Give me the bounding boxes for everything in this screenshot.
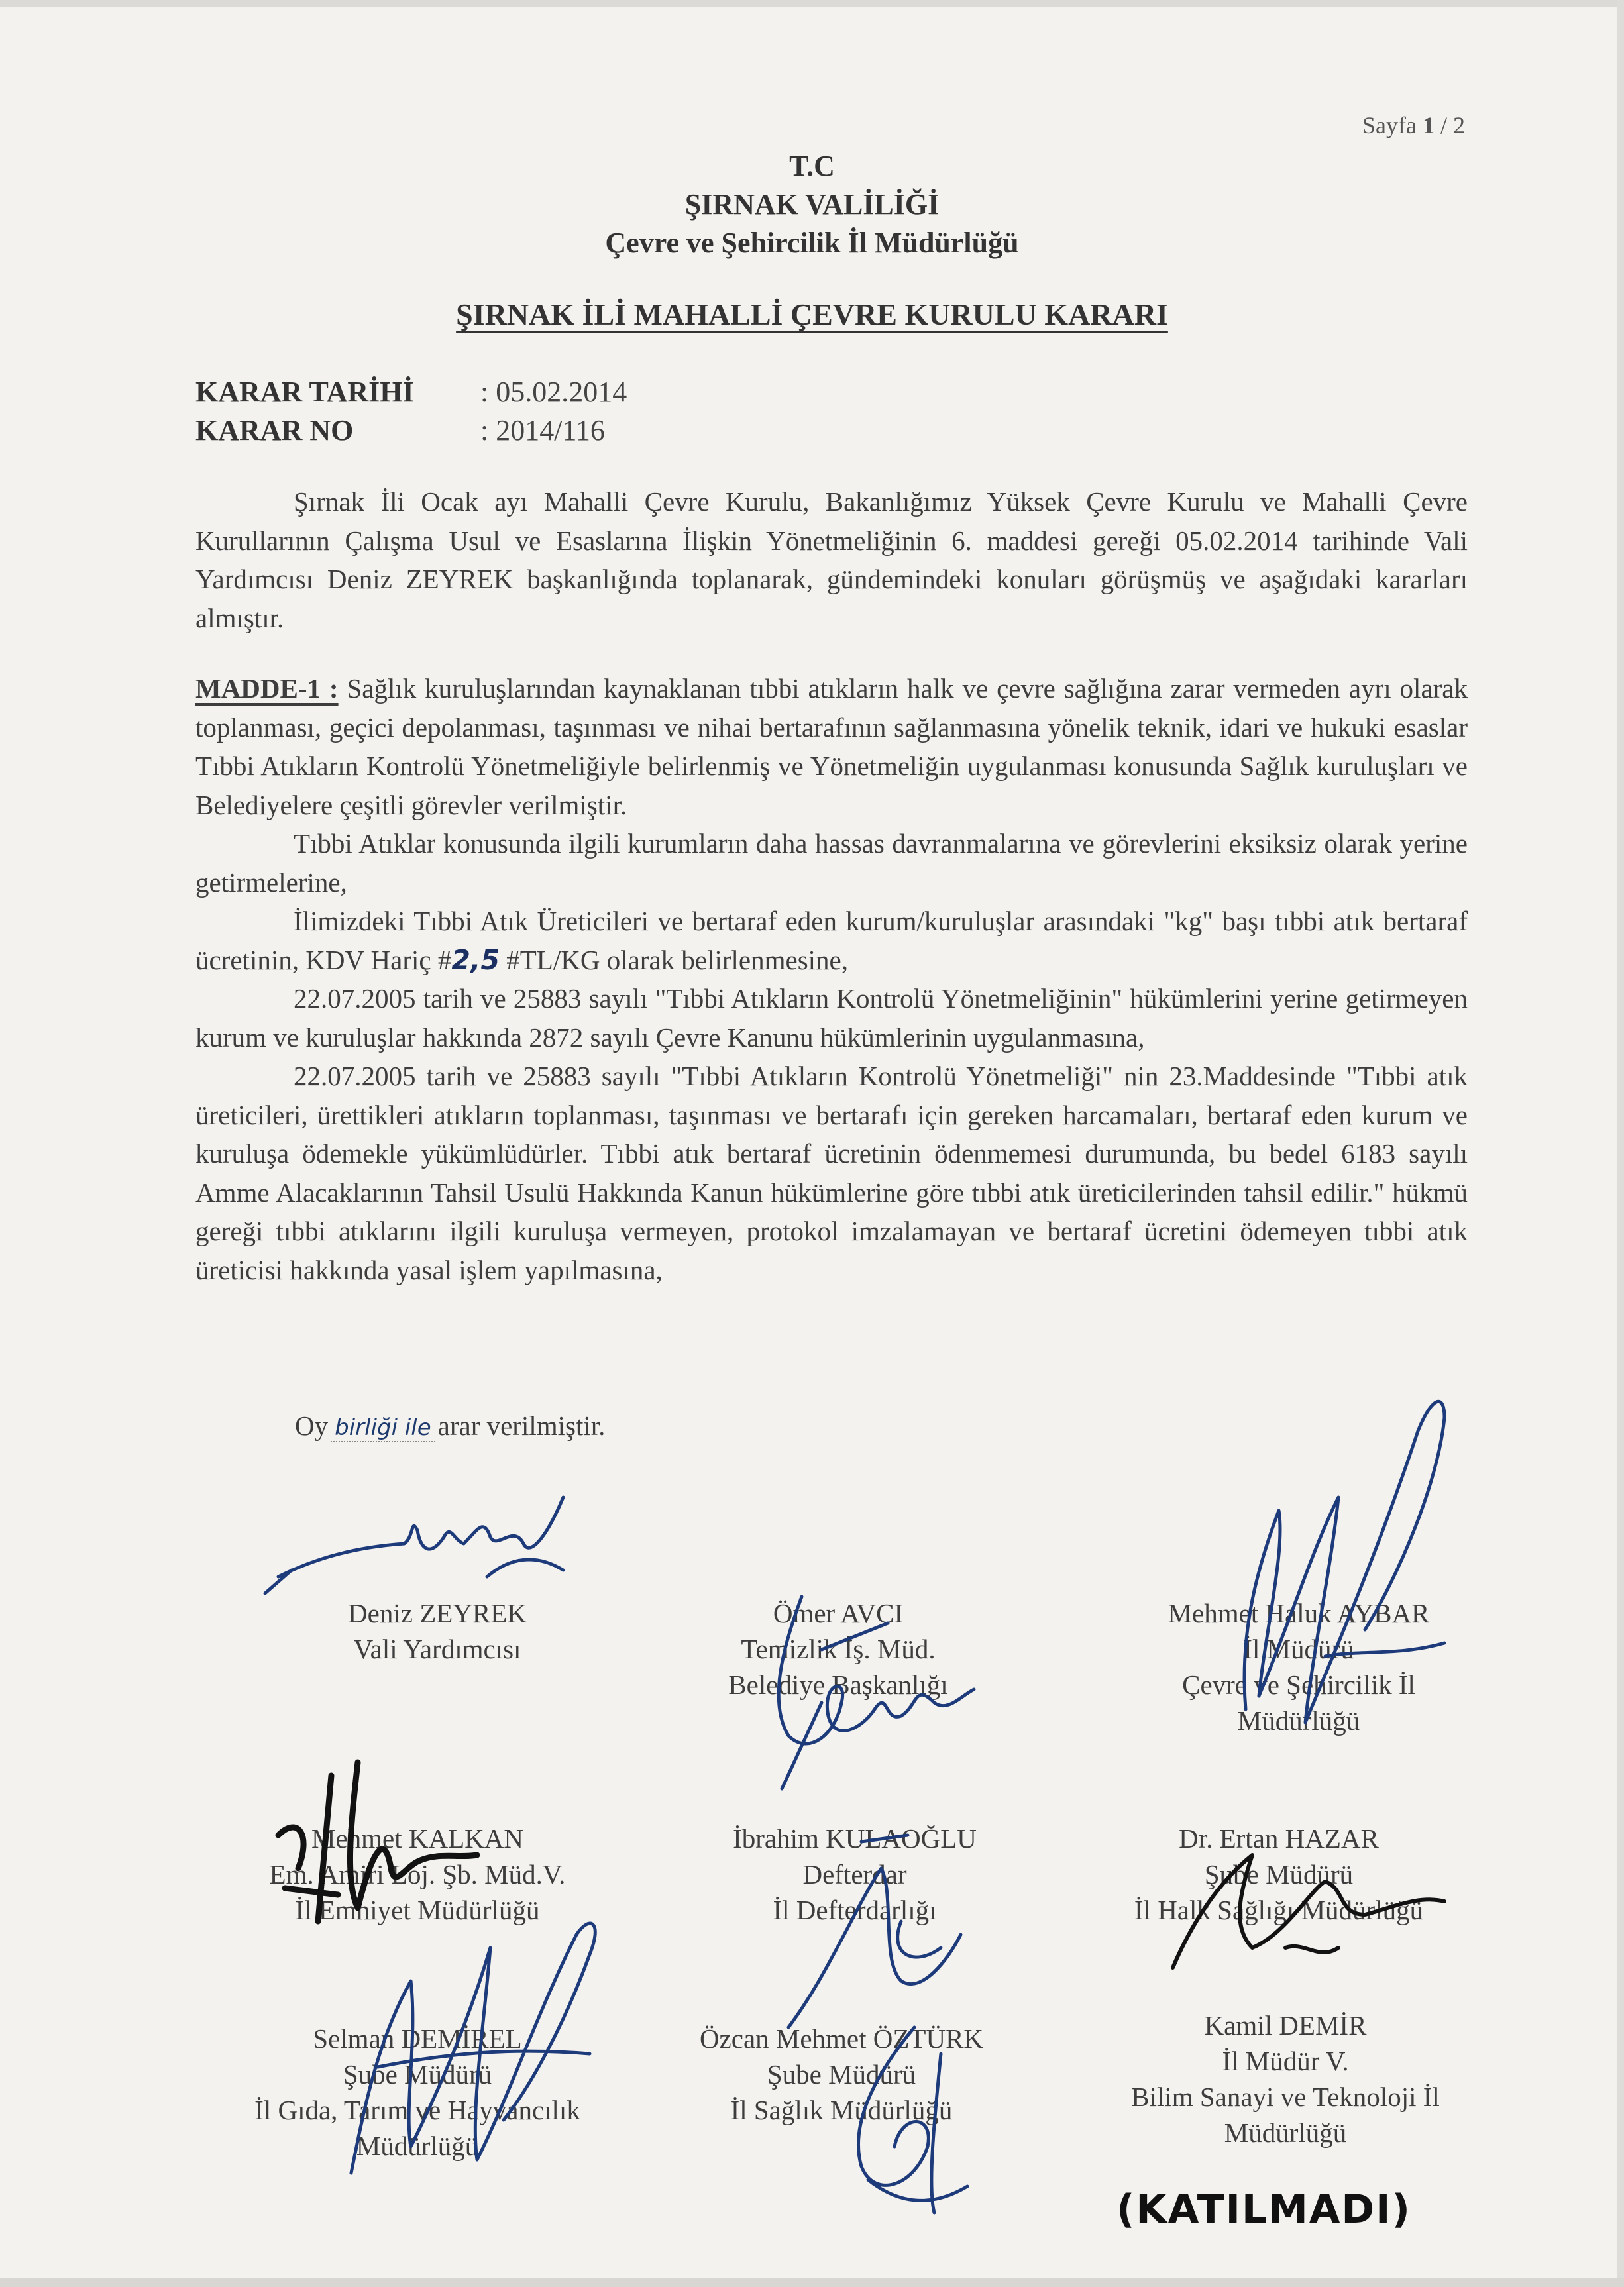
decision-no-value: : 2014/116 [480, 414, 605, 447]
handwritten-fee-value: 2,5 [451, 943, 500, 976]
signatory-name: Selman DEMİREL [313, 2023, 522, 2054]
signatory-title: Şube Müdürü [343, 2059, 492, 2090]
signatory-name: Mehmet KALKAN [311, 1823, 523, 1854]
page-total: 2 [1453, 112, 1465, 138]
signatory-org-2: Müdürlüğü [1237, 1705, 1360, 1736]
signatory-title: Vali Yardımcısı [353, 1634, 521, 1664]
intro-paragraph [195, 482, 1468, 637]
signatory-title: Em. Amiri Loj. Şb. Müd.V. [269, 1859, 566, 1889]
madde-1-p1 [195, 669, 1468, 824]
decision-no-row [195, 413, 605, 447]
signatory-org: İl Gıda, Tarım ve Hayvancılık [254, 2095, 580, 2125]
madde-p3-b: #TL/KG olarak belirlenmesine, [500, 944, 848, 975]
signatory-org: Bilim Sanayi ve Teknoloji İl [1131, 2082, 1440, 2112]
signatory-org-2: Müdürlüğü [356, 2131, 479, 2161]
madde-1-section [195, 669, 1468, 1289]
madde-label: MADDE-1 : [195, 673, 339, 704]
signature-zeyrek-icon [252, 1477, 596, 1610]
madde-1-p3 [195, 902, 1468, 979]
page-sep: / [1434, 112, 1453, 138]
document-title [0, 297, 1624, 332]
signatory-name: Dr. Ertan HAZAR [1179, 1823, 1379, 1854]
signatory-name: Mehmet Haluk AYBAR [1167, 1598, 1430, 1628]
madde-p3-a: İlimizdeki Tıbbi Atık Üreticileri ve bertaraf eden kurum/kuruluşlar arasındaki "kg" başı tıbbi atık bertaraf ücretinin, KDV Hariç # [195, 906, 1468, 975]
document-header [0, 147, 1624, 262]
signatory-name: İbrahim KULAOĞLU [733, 1823, 977, 1854]
signatory-org: Belediye Başkanlığı [728, 1670, 948, 1700]
page-top-edge [0, 0, 1624, 7]
signatory-title: Şube Müdürü [767, 2059, 916, 2090]
signatory-org: Çevre ve Şehircilik İl [1182, 1670, 1415, 1700]
vote-suffix: arar verilmiştir. [437, 1410, 606, 1441]
signatory-title: İl Müdürü [1243, 1634, 1354, 1664]
signatory-title: Temizlik İş. Müd. [741, 1634, 936, 1664]
signatory-org: İl Halk Sağlığı Müdürlüğü [1134, 1895, 1424, 1925]
signatory-name: Ömer AVCI [773, 1598, 904, 1628]
page-current: 1 [1422, 112, 1435, 138]
decision-date-row [195, 375, 627, 409]
madde-p1-text: Sağlık kuruluşlarından kaynaklanan tıbbi atıkların halk ve çevre sağlığına zarar vermeden ayrı olarak toplanması, geçici depolanması, taşınması ve nihai bertarafının sağlanmasına yönelik teknik, idari ve hukuki esaslar Tıbbi Atıkların Kontrolü Yönetmeliğiyle belirlenmiş ve Yönetmeliğin uygulanması konusunda Sağlık kuruluşları ve Belediyelere çeşitli görevler verilmiştir. [195, 673, 1468, 820]
signatory-2 [682, 1595, 994, 1703]
intro-text: Şırnak İli Ocak ayı Mahalli Çevre Kurulu, Bakanlığımız Yüksek Çevre Kurulu ve Mahalli Çevre Kurullarının Çalışma Usul ve Esaslarına İlişkin Yönetmeliğinin 6. maddesi gereği 05.02.2014 tarihinde Vali Yardımcısı Deniz ZEYREK başkanlığında toplanarak, gündemindeki konuları görüşmüş ve aşağıdaki kararları almıştır. [195, 486, 1468, 633]
madde-1-p5: 22.07.2005 tarih ve 25883 sayılı "Tıbbi Atıkların Kontrolü Yönetmeliği" nin 23.Maddesinde "Tıbbi atık üreticileri, ürettikleri atıkların toplanması, taşınması ve bertarafı için gereken harcamaları, bertaraf eden kurum ve kuruluşa ödemekle yükümlüdürler. Tıbbi atık bertaraf ücretinin ödenmemesi durumunda, bu bedel 6183 sayılı Amme Alacaklarının Tahsil Usulü Hakkında Kanun hükümlerine göre tıbbi atık üreticilerinden tahsil edilir." hükmü gereği tıbbi atıklarını ilgili kuruluşa vermeyen, protokol imzalamayan ve bertaraf ücretini ödemeyen tıbbi atık üreticisi hakkında yasal işlem yapılmasına, [195, 1061, 1468, 1285]
page-bottom-edge [0, 2278, 1624, 2287]
signatory-8 [656, 2021, 1027, 2128]
signatory-title: Şube Müdürü [1204, 1859, 1354, 1889]
signatory-4 [219, 1821, 616, 1928]
signatory-org-2: Müdürlüğü [1224, 2117, 1347, 2148]
signatory-6 [1093, 1821, 1464, 1928]
vote-line [295, 1410, 605, 1442]
header-line-2: ŞIRNAK VALİLİĞİ [684, 188, 940, 221]
signatory-9 [1080, 2007, 1491, 2151]
decision-date-label: KARAR TARİHİ [195, 376, 414, 408]
signatory-7 [199, 2021, 636, 2164]
signatory-name: Kamil DEMİR [1204, 2010, 1367, 2041]
signatory-name: Deniz ZEYREK [348, 1598, 527, 1628]
handwritten-katilmadi-note: (KATILMADI) [1116, 2186, 1411, 2233]
vote-prefix: Oy [295, 1410, 329, 1441]
signatory-5 [682, 1821, 1027, 1928]
madde-1-p4: 22.07.2005 tarih ve 25883 sayılı "Tıbbi Atıkların Kontrolü Yönetmeliğinin" hükümlerini yerine getirmeyen kurum ve kuruluşlar hakkında 2872 sayılı Çevre Kanunu hükümlerinin uygulanmasına, [195, 983, 1468, 1053]
signatory-org: İl Defterdarlığı [773, 1895, 937, 1925]
decision-no-label: KARAR NO [195, 414, 354, 447]
signatory-org: İl Sağlık Müdürlüğü [730, 2095, 953, 2125]
signatory-1 [265, 1595, 610, 1667]
page-number [1362, 111, 1465, 139]
signatory-title: Defterdar [802, 1859, 907, 1889]
decision-date-value: : 05.02.2014 [480, 376, 627, 408]
signatory-3 [1113, 1595, 1484, 1738]
header-line-3: Çevre ve Şehircilik İl Müdürlüğü [605, 227, 1019, 259]
page-right-edge [1617, 0, 1624, 2287]
signatory-name: Özcan Mehmet ÖZTÜRK [699, 2023, 984, 2054]
handwritten-vote-word: birliği ile [331, 1414, 435, 1442]
title-text: ŞIRNAK İLİ MAHALLİ ÇEVRE KURULU KARARI [456, 297, 1168, 331]
signatory-title: İl Müdür V. [1222, 2046, 1349, 2076]
madde-1-p2: Tıbbi Atıklar konusunda ilgili kurumların daha hassas davranmalarına ve görevlerini eksiksiz olarak yerine getirmelerine, [195, 828, 1468, 898]
signatory-org: İl Emniyet Müdürlüğü [295, 1895, 540, 1925]
header-line-1: T.C [789, 150, 835, 182]
page-label: Sayfa [1362, 112, 1417, 138]
